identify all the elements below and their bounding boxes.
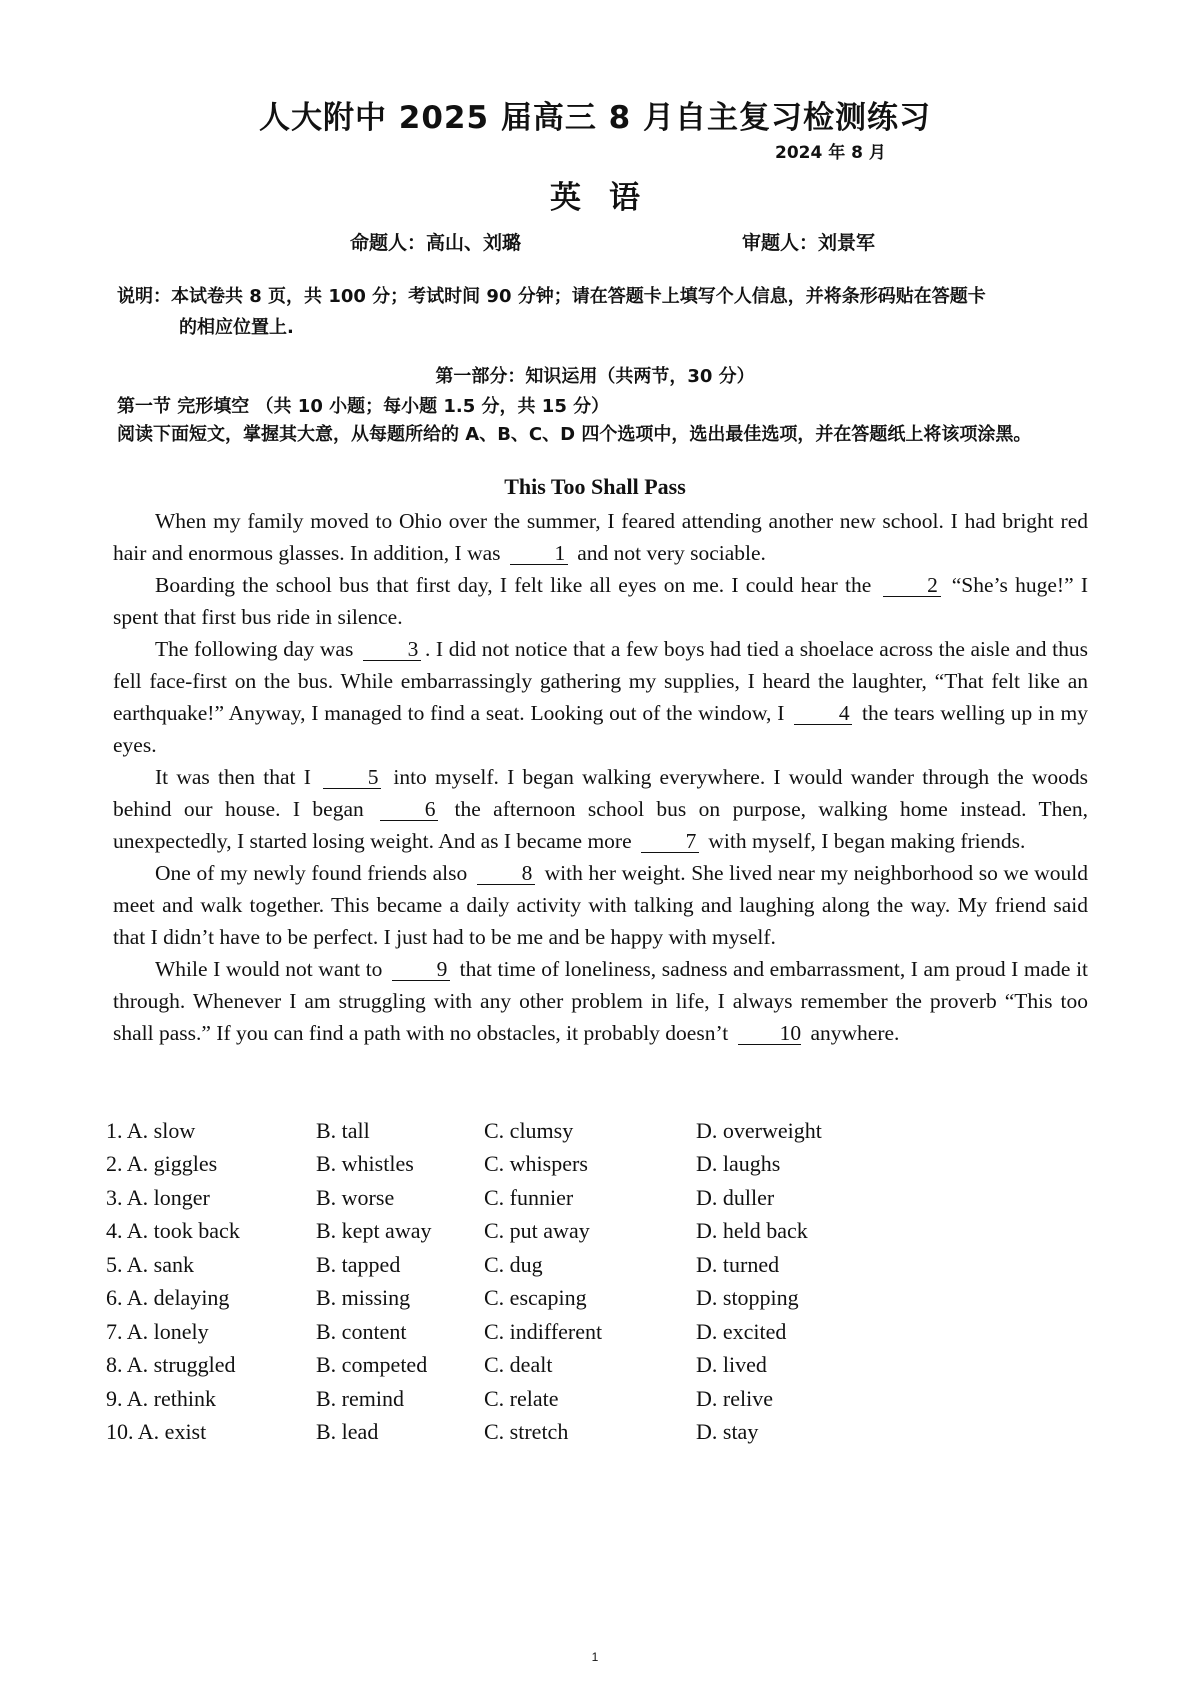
- option-a: 2. A. giggles: [106, 1151, 218, 1177]
- option-d: D. duller: [696, 1184, 775, 1210]
- option-a: 7. A. lonely: [106, 1318, 209, 1344]
- cloze-blank: 7: [641, 830, 699, 853]
- option-c: C. funnier: [484, 1184, 574, 1210]
- passage-text: that time of loneliness, sadness and embarrassment, I am proud I made it through. Whenever I am struggling with any other problem in life, I always remember the proverb “This too shall pass.” If you can find a path with no obstacles, it probably doesn’t: [113, 957, 1089, 1045]
- cloze-blank: 3: [363, 638, 421, 661]
- cloze-blank: 6: [380, 798, 438, 821]
- option-a: 3. A. longer: [106, 1184, 210, 1210]
- passage-text: the afternoon school bus on purpose, walking home instead. Then, unexpectedly, I started losing weight. And as I became more: [113, 797, 1089, 853]
- part-title: 第一部分：知识运用（共两节，30 分）: [435, 366, 755, 387]
- passage-text: with myself, I began making friends.: [708, 829, 1026, 853]
- section-title: 第一节 完形填空 （共 10 小题；每小题 1.5 分，共 15 分）: [117, 396, 610, 417]
- option-b: B. whistles: [316, 1151, 414, 1177]
- option-a: 10. A. exist: [106, 1419, 207, 1445]
- reviewer-line: 审题人：刘景军: [742, 232, 876, 254]
- option-b: B. content: [316, 1318, 407, 1344]
- option-row: [106, 1416, 926, 1450]
- passage-paragraph: [113, 633, 1088, 761]
- cloze-blank: 5: [323, 766, 381, 789]
- option-b: B. tall: [316, 1117, 370, 1143]
- option-b: B. tapped: [316, 1251, 401, 1277]
- option-b: B. lead: [316, 1419, 379, 1445]
- option-d: D. excited: [696, 1318, 787, 1344]
- option-b: B. kept away: [316, 1218, 432, 1244]
- cloze-blank: 4: [794, 702, 852, 725]
- option-c: C. escaping: [484, 1285, 587, 1311]
- passage-text: One of my newly found friends also: [155, 861, 468, 885]
- cloze-blank: 1: [510, 542, 568, 565]
- option-row: [106, 1282, 926, 1316]
- passage-text: anywhere.: [810, 1021, 900, 1045]
- passage-text: When my family moved to Ohio over the summer, I feared attending another new school. I had bright red hair and enormous glasses. In addition, I was: [113, 509, 1088, 565]
- passage-text: with her weight. She lived near my neighborhood so we would meet and walk together. This became a daily activity with talking and laughing along the way. My friend said that I didn’t have to be perfect. I just had to be me and be happy with myself.: [113, 861, 1089, 949]
- exam-title: 人大附中 2025 届高三 8 月自主复习检测练习: [258, 100, 932, 136]
- option-d: D. stay: [696, 1419, 759, 1445]
- cloze-blank: 8: [477, 862, 535, 885]
- option-a: 4. A. took back: [106, 1218, 240, 1244]
- passage-text: While I would not want to: [155, 957, 383, 981]
- option-row: [106, 1215, 926, 1249]
- option-d: D. laughs: [696, 1151, 781, 1177]
- passage-text: The following day was: [155, 637, 354, 661]
- answer-options: [106, 1114, 926, 1449]
- passage-title: This Too Shall Pass: [504, 474, 686, 499]
- option-row: [106, 1315, 926, 1349]
- option-d: D. held back: [696, 1218, 808, 1244]
- option-row: [106, 1382, 926, 1416]
- passage-text: “She’s huge!” I spent that first bus ride in silence.: [113, 573, 1089, 629]
- passage-text: . I did not notice that a few boys had tied a shoelace across the aisle and thus fell face-first on the bus. While embarrassingly gathering my supplies, I heard the laughter, “That felt like an earthquake!” Anyway, I managed to find a seat. Looking out of the window, I: [113, 637, 1089, 725]
- cloze-blank: 2: [883, 574, 941, 597]
- option-row: [106, 1114, 926, 1148]
- option-a: 1. A. slow: [106, 1117, 196, 1143]
- option-b: B. competed: [316, 1352, 428, 1378]
- passage-paragraph: [113, 505, 1088, 569]
- option-d: D. lived: [696, 1352, 767, 1378]
- option-b: B. missing: [316, 1285, 411, 1311]
- passage-paragraph: [113, 569, 1088, 633]
- option-d: D. turned: [696, 1251, 780, 1277]
- option-row: [106, 1181, 926, 1215]
- passage-text: and not very sociable.: [577, 541, 766, 565]
- passage-text: the tears welling up in my eyes.: [113, 701, 1089, 757]
- option-a: 6. A. delaying: [106, 1285, 230, 1311]
- note-line-2: 的相应位置上.: [179, 317, 294, 338]
- option-b: B. remind: [316, 1385, 404, 1411]
- passage-text: into myself. I began walking everywhere. I would wander through the woods behind our house. I began: [113, 765, 1089, 821]
- subject-title: 英语: [550, 180, 668, 216]
- option-d: D. relive: [696, 1385, 773, 1411]
- option-c: C. dealt: [484, 1352, 553, 1378]
- passage-text: Boarding the school bus that first day, I felt like all eyes on me. I could hear the: [155, 573, 872, 597]
- option-c: C. put away: [484, 1218, 590, 1244]
- option-c: C. whispers: [484, 1151, 588, 1177]
- option-c: C. stretch: [484, 1419, 569, 1445]
- cloze-passage: [113, 505, 1088, 1049]
- option-c: C. clumsy: [484, 1117, 574, 1143]
- option-b: B. worse: [316, 1184, 395, 1210]
- note-line-1: 说明：本试卷共 8 页，共 100 分；考试时间 90 分钟；请在答题卡上填写个人信息，并将条形码贴在答题卡: [117, 286, 986, 307]
- exam-instructions-note: [117, 281, 1082, 343]
- cloze-blank: 9: [392, 958, 450, 981]
- author-line: 命题人：高山、刘璐: [350, 232, 522, 254]
- option-d: D. overweight: [696, 1117, 822, 1143]
- option-a: 8. A. struggled: [106, 1352, 236, 1378]
- option-row: [106, 1148, 926, 1182]
- section-instruction: 阅读下面短文，掌握其大意，从每题所给的 A、B、C、D 四个选项中，选出最佳选项，并在答题纸上将该项涂黑。: [117, 424, 1032, 445]
- option-d: D. stopping: [696, 1285, 799, 1311]
- option-a: 9. A. rethink: [106, 1385, 216, 1411]
- option-a: 5. A. sank: [106, 1251, 194, 1277]
- passage-paragraph: [113, 761, 1088, 857]
- cloze-blank: 10: [738, 1022, 802, 1045]
- option-c: C. dug: [484, 1251, 543, 1277]
- passage-text: It was then that I: [155, 765, 311, 789]
- option-row: [106, 1248, 926, 1282]
- option-c: C. indifferent: [484, 1318, 603, 1344]
- page-number: 1: [591, 1650, 599, 1664]
- exam-date: 2024 年 8 月: [775, 143, 886, 163]
- option-c: C. relate: [484, 1385, 559, 1411]
- option-row: [106, 1349, 926, 1383]
- passage-paragraph: [113, 857, 1088, 953]
- passage-paragraph: [113, 953, 1088, 1049]
